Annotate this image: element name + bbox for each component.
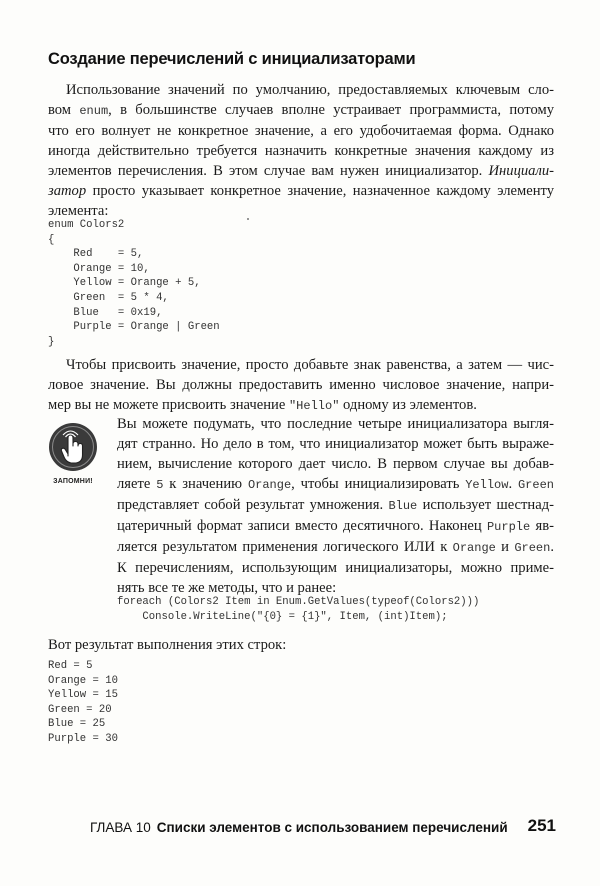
note-line: нять все те же методы, что и ранее: [117,580,337,596]
assign-paragraph [48,355,554,416]
chapter-label: ГЛАВА 10 [90,820,151,835]
output-line: Orange = 10 [48,674,118,687]
chapter-title: Списки элементов с использованием перечислений [156,820,508,835]
code-line: Green = 5 * 4, [48,291,169,304]
output-line: Red = 5 [48,660,93,672]
code-line: Console.WriteLine("{0} = {1}", Item, (int)Item); [117,610,448,623]
note-line: Вы можете подумать, что последние четыре инициализатора выгля- [117,416,554,432]
intro-line: элемента: [48,203,109,219]
intro-paragraph [48,80,554,221]
code-line: Red = 5, [48,248,144,261]
intro-line: иногда действительно требуется назначить конкретные значения каждому из [48,143,554,159]
output-line: Green = 20 [48,703,112,716]
intro-line: что его волнует не конкретное значение, а его удобочитаемая форма. Однако [48,123,554,139]
print-speck [247,218,249,220]
intro-line: вом enum, в большинстве случаев вполне устраивает программиста, потому [48,102,554,118]
note-line: представляет собой результат умножения. Blue использует шестнад- [117,497,554,513]
assign-line: ловое значение. Вы должны предоставить именно числовое значение, напри- [48,377,554,393]
output-line: Purple = 30 [48,732,118,745]
output-line: Blue = 25 [48,718,106,731]
note-line: дят странно. Но дело в том, что инициализатор может быть выраже- [117,436,554,452]
result-line: Вот результат выполнения этих строк: [48,637,287,653]
code-line: Orange = 10, [48,262,150,275]
note-line: ляется результатом применения логического ИЛИ к Orange и Green. [117,539,554,555]
intro-line: элементов перечисления. В этом случае вам нужен инициализатор. Инициали- [48,163,554,179]
code-line: Blue = 0x19, [48,306,163,319]
remember-label: ЗАПОМНИ! [53,478,93,485]
section-heading: Создание перечислений с инициализаторами [48,50,416,68]
note-line: ляете 5 к значению Orange, чтобы инициализировать Yellow. Green [117,476,554,492]
output-line: Yellow = 15 [48,689,118,702]
code-line: foreach (Colors2 Item in Enum.GetValues(typeof(Colors2))) [117,596,480,608]
enum-code-block [48,218,220,349]
code-line: Purple = Orange | Green [48,321,220,334]
assign-line: Чтобы присвоить значение, просто добавьте знак равенства, а затем — чис- [66,357,554,373]
intro-line: Использование значений по умолчанию, предоставляемых ключевым сло- [66,82,554,98]
foreach-code-block [117,595,479,624]
pointing-hand-icon [48,422,98,472]
result-paragraph [48,635,554,655]
page-footer [90,816,556,837]
note-paragraph [117,414,554,598]
note-line: нием, вычисление которого дает число. В первом случае вы добав- [117,456,554,472]
page-number: 251 [527,816,556,835]
note-line: цатеричный формат записи вместо десятичного. Наконец Purple яв- [117,518,554,534]
note-line: К перечислениям, использующим инициализаторы, можно приме- [117,560,554,576]
code-line: enum Colors2 [48,219,125,231]
assign-line: мер вы не можете присвоить значение "Hello" одному из элементов. [48,397,477,413]
intro-line: затор просто указывает конкретное значение, назначенное каждому элементу [48,183,554,199]
code-line: { [48,233,55,246]
code-line: Yellow = Orange + 5, [48,277,201,290]
code-line: } [48,335,55,348]
output-code-block [48,659,118,747]
